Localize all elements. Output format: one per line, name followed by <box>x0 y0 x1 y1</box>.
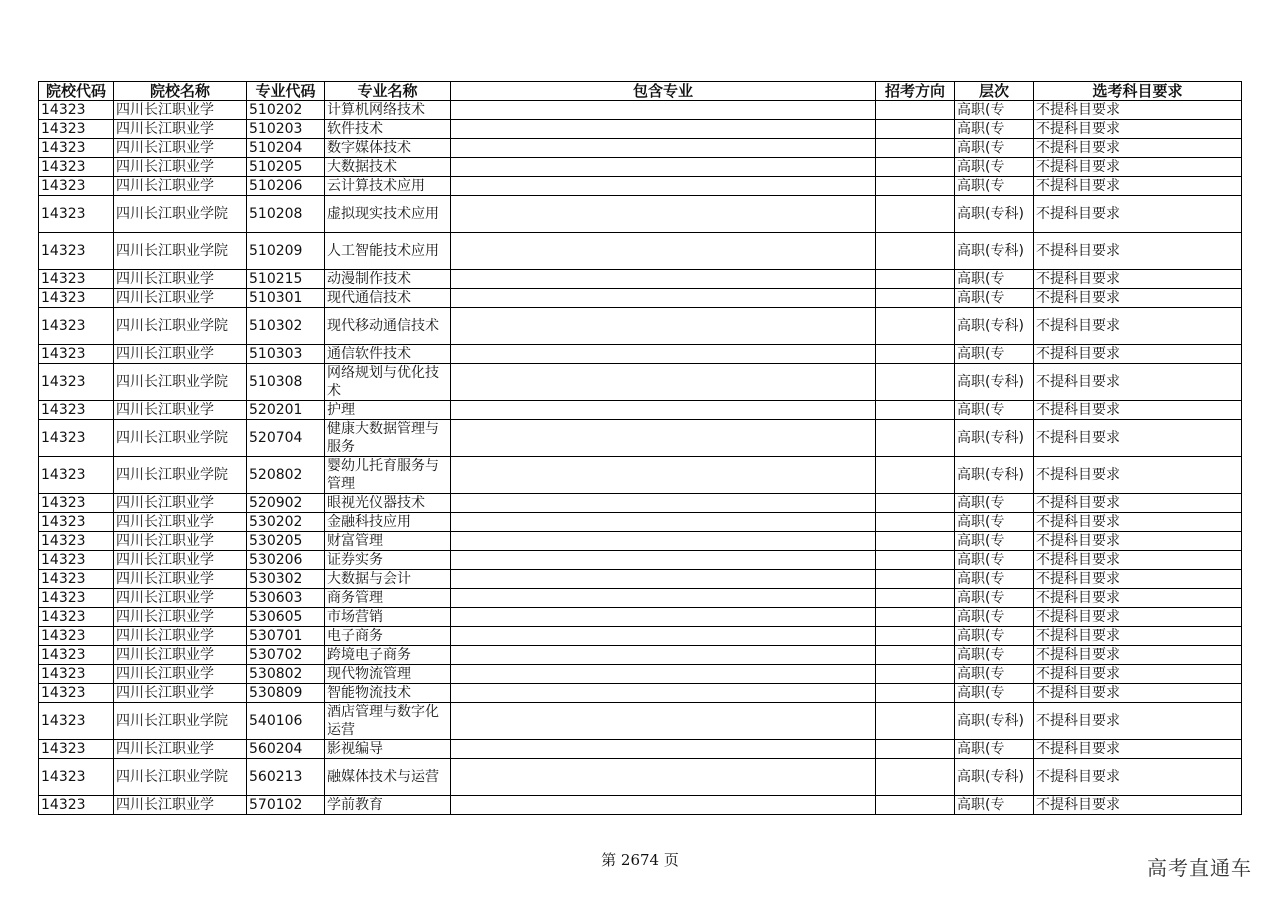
table-row <box>39 270 1242 289</box>
table-row <box>39 551 1242 570</box>
cell-school-code: 14323 <box>39 308 114 345</box>
cell-included-majors <box>451 703 876 740</box>
cell-level: 高职(专 <box>955 646 1034 665</box>
cell-major-name: 计算机网络技术 <box>325 101 451 120</box>
cell-direction <box>876 139 955 158</box>
table-body <box>39 101 1242 815</box>
table-row <box>39 420 1242 457</box>
cell-subject-requirement: 不提科目要求 <box>1034 289 1242 308</box>
cell-subject-requirement: 不提科目要求 <box>1034 270 1242 289</box>
cell-subject-requirement: 不提科目要求 <box>1034 608 1242 627</box>
watermark-logo-text: 高考直通车 <box>1147 856 1252 880</box>
cell-direction <box>876 570 955 589</box>
table-row <box>39 627 1242 646</box>
cell-school-code: 14323 <box>39 364 114 401</box>
cell-school-name: 四川长江职业学院 <box>114 703 247 740</box>
cell-school-name: 四川长江职业学院 <box>114 233 247 270</box>
cell-school-name: 四川长江职业学 <box>114 532 247 551</box>
cell-direction <box>876 665 955 684</box>
cell-major-name: 酒店管理与数字化运营 <box>325 703 451 740</box>
cell-direction <box>876 120 955 139</box>
table-row <box>39 120 1242 139</box>
header-direction: 招考方向 <box>876 82 955 101</box>
cell-school-name: 四川长江职业学 <box>114 345 247 364</box>
cell-school-name: 四川长江职业学 <box>114 139 247 158</box>
cell-subject-requirement: 不提科目要求 <box>1034 796 1242 815</box>
cell-school-name: 四川长江职业学院 <box>114 457 247 494</box>
cell-major-name: 数字媒体技术 <box>325 139 451 158</box>
cell-level: 高职(专 <box>955 627 1034 646</box>
cell-subject-requirement: 不提科目要求 <box>1034 158 1242 177</box>
table-row <box>39 177 1242 196</box>
cell-level: 高职(专 <box>955 345 1034 364</box>
cell-included-majors <box>451 364 876 401</box>
cell-major-code: 510206 <box>247 177 325 196</box>
cell-school-code: 14323 <box>39 457 114 494</box>
cell-level: 高职(专 <box>955 532 1034 551</box>
cell-subject-requirement: 不提科目要求 <box>1034 233 1242 270</box>
cell-included-majors <box>451 589 876 608</box>
cell-direction <box>876 494 955 513</box>
header-included-majors: 包含专业 <box>451 82 876 101</box>
cell-direction <box>876 401 955 420</box>
cell-included-majors <box>451 551 876 570</box>
cell-major-name: 软件技术 <box>325 120 451 139</box>
cell-subject-requirement: 不提科目要求 <box>1034 101 1242 120</box>
cell-subject-requirement: 不提科目要求 <box>1034 308 1242 345</box>
cell-school-code: 14323 <box>39 740 114 759</box>
cell-subject-requirement: 不提科目要求 <box>1034 401 1242 420</box>
table-row <box>39 608 1242 627</box>
cell-subject-requirement: 不提科目要求 <box>1034 120 1242 139</box>
cell-school-code: 14323 <box>39 420 114 457</box>
cell-included-majors <box>451 139 876 158</box>
header-major-code: 专业代码 <box>247 82 325 101</box>
cell-direction <box>876 101 955 120</box>
cell-school-name: 四川长江职业学 <box>114 289 247 308</box>
cell-major-name: 商务管理 <box>325 589 451 608</box>
cell-major-code: 530605 <box>247 608 325 627</box>
cell-major-name: 影视编导 <box>325 740 451 759</box>
cell-level: 高职(专科) <box>955 759 1034 796</box>
cell-school-name: 四川长江职业学 <box>114 589 247 608</box>
cell-school-name: 四川长江职业学 <box>114 270 247 289</box>
cell-subject-requirement: 不提科目要求 <box>1034 665 1242 684</box>
cell-school-code: 14323 <box>39 759 114 796</box>
cell-included-majors <box>451 233 876 270</box>
table-row <box>39 740 1242 759</box>
cell-direction <box>876 513 955 532</box>
cell-school-name: 四川长江职业学 <box>114 551 247 570</box>
cell-subject-requirement: 不提科目要求 <box>1034 589 1242 608</box>
cell-included-majors <box>451 740 876 759</box>
cell-direction <box>876 420 955 457</box>
cell-major-name: 市场营销 <box>325 608 451 627</box>
cell-major-name: 人工智能技术应用 <box>325 233 451 270</box>
table-row <box>39 364 1242 401</box>
cell-level: 高职(专 <box>955 551 1034 570</box>
cell-major-code: 510208 <box>247 196 325 233</box>
cell-school-code: 14323 <box>39 608 114 627</box>
cell-subject-requirement: 不提科目要求 <box>1034 646 1242 665</box>
cell-school-name: 四川长江职业学 <box>114 494 247 513</box>
cell-included-majors <box>451 684 876 703</box>
cell-included-majors <box>451 420 876 457</box>
table-row <box>39 158 1242 177</box>
cell-subject-requirement: 不提科目要求 <box>1034 684 1242 703</box>
cell-major-code: 510302 <box>247 308 325 345</box>
cell-major-name: 现代移动通信技术 <box>325 308 451 345</box>
table-row <box>39 665 1242 684</box>
cell-direction <box>876 233 955 270</box>
cell-subject-requirement: 不提科目要求 <box>1034 364 1242 401</box>
cell-included-majors <box>451 101 876 120</box>
table-row <box>39 796 1242 815</box>
table-row <box>39 401 1242 420</box>
cell-major-name: 智能物流技术 <box>325 684 451 703</box>
cell-major-code: 510303 <box>247 345 325 364</box>
cell-included-majors <box>451 289 876 308</box>
cell-included-majors <box>451 120 876 139</box>
cell-school-name: 四川长江职业学院 <box>114 759 247 796</box>
cell-major-code: 530809 <box>247 684 325 703</box>
cell-school-code: 14323 <box>39 177 114 196</box>
cell-level: 高职(专 <box>955 513 1034 532</box>
cell-subject-requirement: 不提科目要求 <box>1034 759 1242 796</box>
cell-direction <box>876 646 955 665</box>
cell-major-name: 通信软件技术 <box>325 345 451 364</box>
cell-level: 高职(专 <box>955 177 1034 196</box>
cell-major-code: 530205 <box>247 532 325 551</box>
cell-major-code: 530202 <box>247 513 325 532</box>
cell-major-code: 520802 <box>247 457 325 494</box>
cell-included-majors <box>451 759 876 796</box>
cell-school-code: 14323 <box>39 139 114 158</box>
cell-direction <box>876 158 955 177</box>
cell-major-code: 510203 <box>247 120 325 139</box>
cell-major-name: 眼视光仪器技术 <box>325 494 451 513</box>
cell-included-majors <box>451 158 876 177</box>
cell-subject-requirement: 不提科目要求 <box>1034 139 1242 158</box>
cell-major-name: 现代通信技术 <box>325 289 451 308</box>
cell-school-code: 14323 <box>39 345 114 364</box>
cell-direction <box>876 345 955 364</box>
cell-major-code: 510202 <box>247 101 325 120</box>
cell-direction <box>876 364 955 401</box>
cell-major-code: 530603 <box>247 589 325 608</box>
table-row <box>39 703 1242 740</box>
cell-subject-requirement: 不提科目要求 <box>1034 345 1242 364</box>
cell-subject-requirement: 不提科目要求 <box>1034 740 1242 759</box>
table-row <box>39 494 1242 513</box>
cell-school-code: 14323 <box>39 401 114 420</box>
cell-level: 高职(专 <box>955 740 1034 759</box>
cell-subject-requirement: 不提科目要求 <box>1034 196 1242 233</box>
cell-school-name: 四川长江职业学 <box>114 684 247 703</box>
cell-level: 高职(专 <box>955 120 1034 139</box>
cell-school-code: 14323 <box>39 646 114 665</box>
cell-subject-requirement: 不提科目要求 <box>1034 532 1242 551</box>
cell-major-code: 520201 <box>247 401 325 420</box>
cell-included-majors <box>451 270 876 289</box>
cell-school-name: 四川长江职业学 <box>114 796 247 815</box>
cell-school-name: 四川长江职业学 <box>114 101 247 120</box>
table-row <box>39 759 1242 796</box>
cell-school-code: 14323 <box>39 270 114 289</box>
cell-school-code: 14323 <box>39 494 114 513</box>
table-row <box>39 589 1242 608</box>
cell-subject-requirement: 不提科目要求 <box>1034 457 1242 494</box>
cell-included-majors <box>451 532 876 551</box>
admissions-table-container <box>38 81 1242 815</box>
cell-level: 高职(专 <box>955 158 1034 177</box>
header-row <box>39 82 1242 101</box>
cell-direction <box>876 684 955 703</box>
cell-major-name: 现代物流管理 <box>325 665 451 684</box>
cell-school-name: 四川长江职业学 <box>114 401 247 420</box>
cell-school-code: 14323 <box>39 570 114 589</box>
table-row <box>39 570 1242 589</box>
cell-subject-requirement: 不提科目要求 <box>1034 703 1242 740</box>
cell-direction <box>876 289 955 308</box>
cell-school-name: 四川长江职业学 <box>114 570 247 589</box>
table-row <box>39 513 1242 532</box>
cell-school-name: 四川长江职业学 <box>114 665 247 684</box>
table-row <box>39 532 1242 551</box>
cell-direction <box>876 196 955 233</box>
cell-direction <box>876 740 955 759</box>
cell-school-code: 14323 <box>39 289 114 308</box>
table-row <box>39 196 1242 233</box>
cell-major-code: 510301 <box>247 289 325 308</box>
cell-subject-requirement: 不提科目要求 <box>1034 177 1242 196</box>
cell-level: 高职(专科) <box>955 308 1034 345</box>
cell-direction <box>876 532 955 551</box>
table-row <box>39 139 1242 158</box>
cell-level: 高职(专科) <box>955 457 1034 494</box>
cell-level: 高职(专 <box>955 139 1034 158</box>
table-row <box>39 308 1242 345</box>
cell-school-name: 四川长江职业学 <box>114 608 247 627</box>
cell-school-code: 14323 <box>39 513 114 532</box>
cell-major-code: 530802 <box>247 665 325 684</box>
cell-level: 高职(专科) <box>955 233 1034 270</box>
cell-school-name: 四川长江职业学 <box>114 513 247 532</box>
header-school-name: 院校名称 <box>114 82 247 101</box>
cell-school-code: 14323 <box>39 589 114 608</box>
cell-school-name: 四川长江职业学院 <box>114 196 247 233</box>
cell-school-code: 14323 <box>39 551 114 570</box>
cell-direction <box>876 551 955 570</box>
cell-school-name: 四川长江职业学 <box>114 627 247 646</box>
cell-school-name: 四川长江职业学 <box>114 120 247 139</box>
cell-level: 高职(专 <box>955 401 1034 420</box>
cell-included-majors <box>451 513 876 532</box>
cell-level: 高职(专科) <box>955 364 1034 401</box>
table-row <box>39 457 1242 494</box>
cell-school-name: 四川长江职业学 <box>114 646 247 665</box>
cell-major-code: 520704 <box>247 420 325 457</box>
cell-direction <box>876 759 955 796</box>
cell-level: 高职(专 <box>955 589 1034 608</box>
cell-school-code: 14323 <box>39 158 114 177</box>
header-major-name: 专业名称 <box>325 82 451 101</box>
cell-included-majors <box>451 177 876 196</box>
cell-direction <box>876 177 955 196</box>
cell-major-code: 510308 <box>247 364 325 401</box>
cell-school-code: 14323 <box>39 796 114 815</box>
cell-level: 高职(专 <box>955 289 1034 308</box>
cell-subject-requirement: 不提科目要求 <box>1034 494 1242 513</box>
cell-major-name: 虚拟现实技术应用 <box>325 196 451 233</box>
cell-major-code: 560204 <box>247 740 325 759</box>
cell-school-code: 14323 <box>39 233 114 270</box>
cell-included-majors <box>451 308 876 345</box>
cell-major-code: 540106 <box>247 703 325 740</box>
cell-school-name: 四川长江职业学院 <box>114 308 247 345</box>
cell-included-majors <box>451 646 876 665</box>
cell-included-majors <box>451 608 876 627</box>
cell-level: 高职(专 <box>955 684 1034 703</box>
cell-included-majors <box>451 196 876 233</box>
cell-included-majors <box>451 345 876 364</box>
cell-major-name: 证券实务 <box>325 551 451 570</box>
table-row <box>39 684 1242 703</box>
cell-school-code: 14323 <box>39 120 114 139</box>
cell-level: 高职(专 <box>955 665 1034 684</box>
table-row <box>39 289 1242 308</box>
cell-major-code: 530702 <box>247 646 325 665</box>
cell-major-code: 510204 <box>247 139 325 158</box>
cell-level: 高职(专 <box>955 494 1034 513</box>
cell-major-name: 婴幼儿托育服务与管理 <box>325 457 451 494</box>
cell-major-name: 大数据技术 <box>325 158 451 177</box>
cell-school-name: 四川长江职业学 <box>114 177 247 196</box>
cell-major-code: 530701 <box>247 627 325 646</box>
cell-school-code: 14323 <box>39 684 114 703</box>
cell-included-majors <box>451 570 876 589</box>
cell-major-name: 跨境电子商务 <box>325 646 451 665</box>
admissions-table <box>38 81 1242 815</box>
cell-major-code: 560213 <box>247 759 325 796</box>
cell-school-code: 14323 <box>39 532 114 551</box>
cell-included-majors <box>451 627 876 646</box>
cell-included-majors <box>451 457 876 494</box>
cell-major-code: 530206 <box>247 551 325 570</box>
cell-level: 高职(专 <box>955 608 1034 627</box>
cell-major-name: 云计算技术应用 <box>325 177 451 196</box>
cell-major-name: 融媒体技术与运营 <box>325 759 451 796</box>
cell-school-name: 四川长江职业学 <box>114 740 247 759</box>
cell-major-name: 金融科技应用 <box>325 513 451 532</box>
cell-included-majors <box>451 494 876 513</box>
cell-school-code: 14323 <box>39 101 114 120</box>
cell-subject-requirement: 不提科目要求 <box>1034 420 1242 457</box>
cell-school-code: 14323 <box>39 627 114 646</box>
cell-major-name: 大数据与会计 <box>325 570 451 589</box>
cell-subject-requirement: 不提科目要求 <box>1034 570 1242 589</box>
cell-major-code: 520902 <box>247 494 325 513</box>
cell-major-name: 财富管理 <box>325 532 451 551</box>
header-level: 层次 <box>955 82 1034 101</box>
cell-major-name: 动漫制作技术 <box>325 270 451 289</box>
cell-major-code: 530302 <box>247 570 325 589</box>
page-number: 第 2674 页 <box>601 851 679 869</box>
cell-direction <box>876 627 955 646</box>
table-row <box>39 345 1242 364</box>
header-school-code: 院校代码 <box>39 82 114 101</box>
cell-included-majors <box>451 665 876 684</box>
cell-major-name: 健康大数据管理与服务 <box>325 420 451 457</box>
table-row <box>39 646 1242 665</box>
cell-level: 高职(专 <box>955 101 1034 120</box>
cell-direction <box>876 270 955 289</box>
cell-major-name: 学前教育 <box>325 796 451 815</box>
header-subject-requirement: 选考科目要求 <box>1034 82 1242 101</box>
cell-included-majors <box>451 401 876 420</box>
cell-major-name: 电子商务 <box>325 627 451 646</box>
cell-level: 高职(专 <box>955 270 1034 289</box>
cell-direction <box>876 589 955 608</box>
cell-direction <box>876 608 955 627</box>
cell-direction <box>876 457 955 494</box>
cell-included-majors <box>451 796 876 815</box>
cell-major-code: 510209 <box>247 233 325 270</box>
cell-school-code: 14323 <box>39 196 114 233</box>
table-row <box>39 101 1242 120</box>
cell-subject-requirement: 不提科目要求 <box>1034 551 1242 570</box>
cell-major-name: 护理 <box>325 401 451 420</box>
cell-major-code: 570102 <box>247 796 325 815</box>
cell-direction <box>876 796 955 815</box>
cell-major-code: 510205 <box>247 158 325 177</box>
cell-level: 高职(专科) <box>955 703 1034 740</box>
cell-school-code: 14323 <box>39 703 114 740</box>
cell-subject-requirement: 不提科目要求 <box>1034 627 1242 646</box>
cell-direction <box>876 308 955 345</box>
cell-level: 高职(专 <box>955 796 1034 815</box>
cell-level: 高职(专科) <box>955 420 1034 457</box>
cell-school-name: 四川长江职业学院 <box>114 420 247 457</box>
cell-major-name: 网络规划与优化技术 <box>325 364 451 401</box>
cell-direction <box>876 703 955 740</box>
cell-school-name: 四川长江职业学 <box>114 158 247 177</box>
cell-school-name: 四川长江职业学院 <box>114 364 247 401</box>
cell-level: 高职(专科) <box>955 196 1034 233</box>
cell-subject-requirement: 不提科目要求 <box>1034 513 1242 532</box>
cell-school-code: 14323 <box>39 665 114 684</box>
cell-major-code: 510215 <box>247 270 325 289</box>
table-row <box>39 233 1242 270</box>
cell-level: 高职(专 <box>955 570 1034 589</box>
